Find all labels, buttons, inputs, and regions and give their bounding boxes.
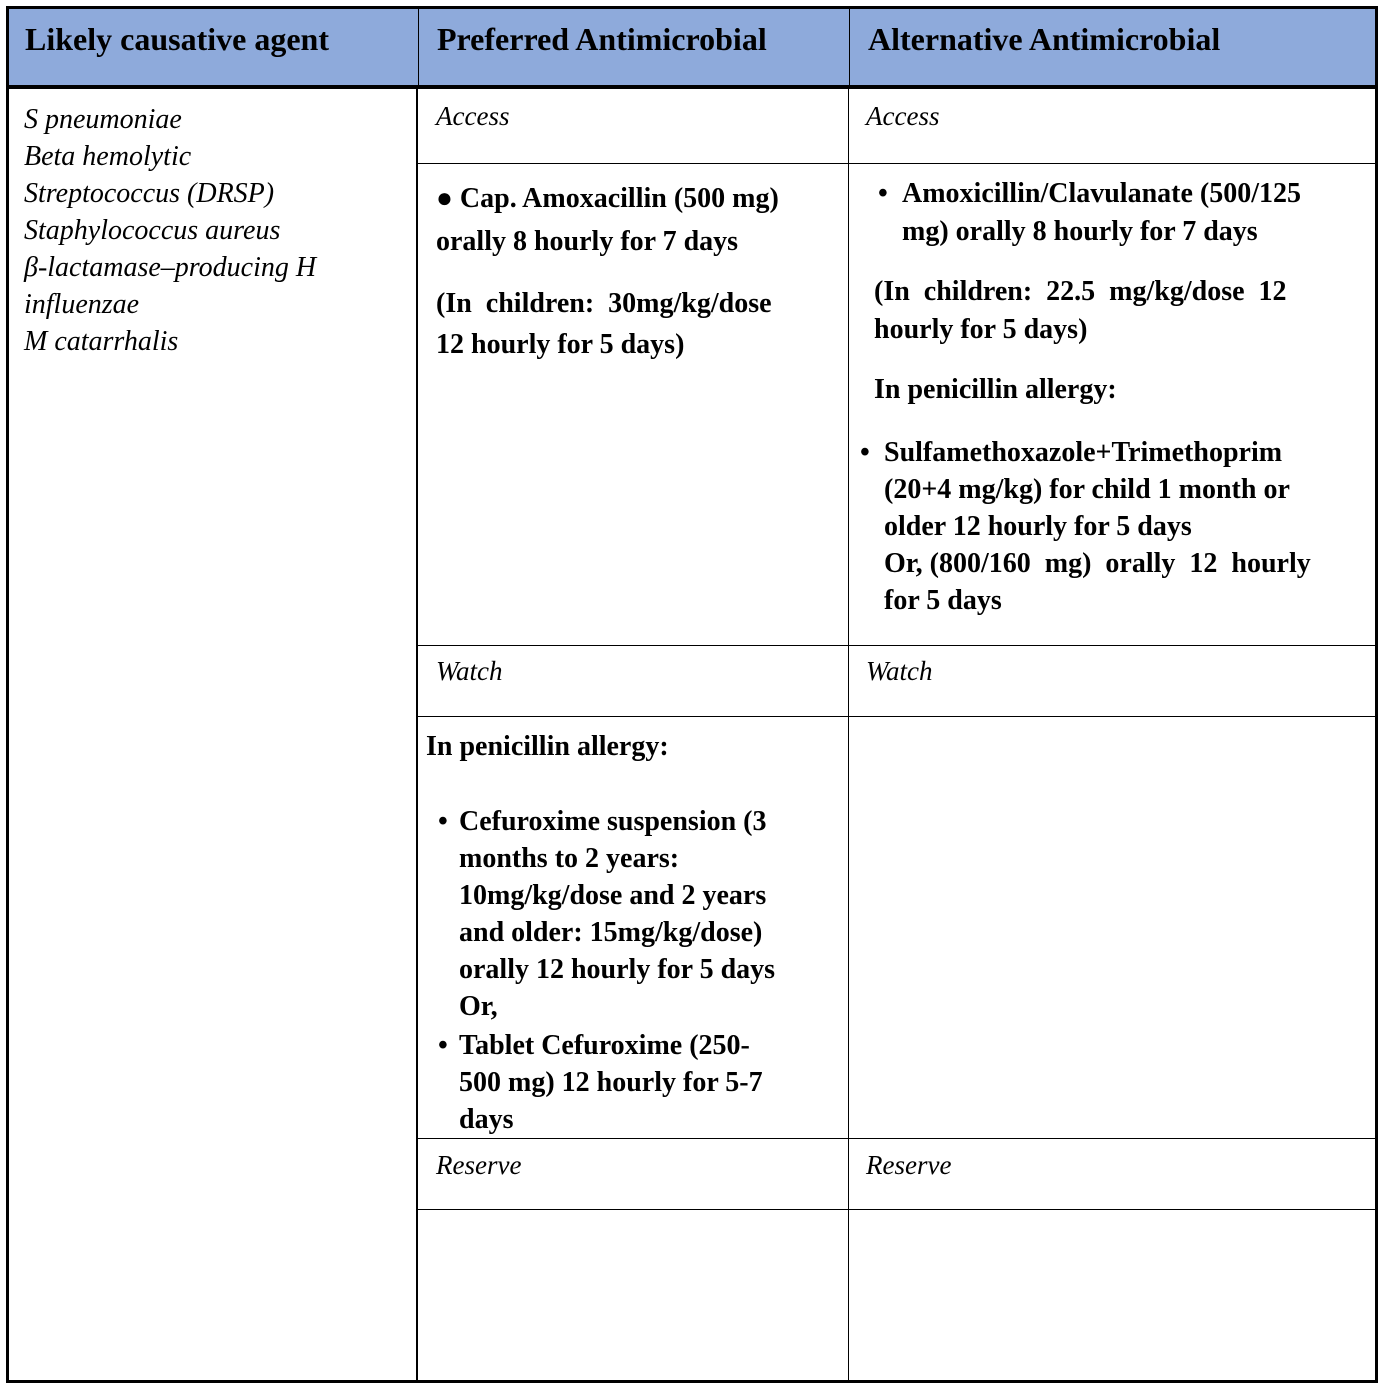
row-divider-access — [418, 163, 1375, 164]
column-divider-2 — [848, 89, 849, 1381]
agent-item: β-lactamase–producing H — [24, 252, 317, 283]
header-label-alternative: Alternative Antimicrobial — [868, 21, 1221, 57]
alternative-tier-access: Access — [866, 101, 940, 131]
agents-cell — [24, 101, 414, 360]
column-divider-1 — [416, 89, 418, 1381]
antimicrobial-table — [6, 6, 1378, 1383]
header-divider-2 — [849, 9, 850, 85]
agent-item: S pneumoniae — [24, 104, 182, 135]
preferred-watch-heading: In penicillin allergy: — [426, 731, 669, 762]
row-divider-reserve-top — [418, 1138, 1375, 1139]
preferred-access-note-cont: 12 hourly for 5 days) — [436, 329, 685, 360]
preferred-access-note: (In children: 30mg/kg/dose — [436, 288, 772, 319]
agent-item: Staphylococcus aureus — [24, 215, 281, 246]
preferred-tier-watch: Watch — [436, 656, 503, 686]
bullet-icon: • — [438, 806, 448, 837]
preferred-access-content — [436, 177, 836, 365]
header-divider-1 — [418, 9, 419, 85]
bullet-icon: • — [860, 437, 870, 468]
header-cell-preferred — [421, 9, 851, 85]
table-border-right — [1375, 89, 1378, 1383]
preferred-access-bullet-cont: orally 8 hourly for 7 days — [436, 226, 739, 257]
header-cell-alternative — [852, 9, 1372, 85]
alternative-allergy-heading: In penicillin allergy: — [874, 374, 1117, 405]
header-label-preferred: Preferred Antimicrobial — [437, 21, 767, 57]
row-divider-reserve — [418, 1209, 1375, 1210]
preferred-access-bullet: ● Cap. Amoxacillin (500 mg) — [436, 183, 779, 214]
row-divider-watch-top — [418, 645, 1375, 646]
alternative-access-bullet-2: • Sulfamethoxazole+Trimethoprim (20+4 mg/kg) for child 1 month or older 12 hourly for 5 days Or, (800/160 mg) orally 12 hourly for 5 days — [864, 434, 1364, 619]
preferred-tier-access: Access — [436, 101, 510, 131]
bullet-icon: ● — [436, 183, 460, 214]
header-label-agent: Likely causative agent — [25, 21, 329, 57]
alternative-tier-reserve: Reserve — [866, 1150, 952, 1180]
row-divider-watch — [418, 716, 1375, 717]
alternative-access-bullet-1: • Amoxicillin/Clavulanate (500/125 mg) orally 8 hourly for 7 days — [864, 175, 1364, 251]
agent-item: M catarrhalis — [24, 326, 179, 357]
header-cell-agent — [9, 9, 419, 85]
agent-item: influenzae — [24, 289, 140, 320]
alternative-access-note: (In children: 22.5 mg/kg/dose 12 hourly for 5 days) — [874, 276, 1287, 345]
agent-item: Beta hemolytic — [24, 141, 192, 172]
preferred-tier-reserve: Reserve — [436, 1150, 522, 1180]
alternative-tier-watch: Watch — [866, 656, 933, 686]
table-border-bottom — [6, 1380, 1378, 1383]
preferred-watch-bullet-2: • Tablet Cefuroxime (250- 500 mg) 12 hourly for 5-7 days — [426, 1027, 836, 1138]
bullet-icon: • — [878, 178, 888, 209]
bullet-icon: • — [438, 1030, 448, 1061]
alternative-access-content — [860, 175, 1364, 619]
table-header-row — [6, 6, 1378, 89]
preferred-watch-bullet-1: • Cefuroxime suspension (3 months to 2 years: 10mg/kg/dose and 2 years and older: 15mg/kg/dose) orally 12 hourly for 5 days Or, — [426, 803, 836, 1025]
agent-item: Streptococcus (DRSP) — [24, 178, 275, 209]
preferred-watch-content — [426, 728, 836, 1138]
table-border-left — [6, 89, 9, 1383]
